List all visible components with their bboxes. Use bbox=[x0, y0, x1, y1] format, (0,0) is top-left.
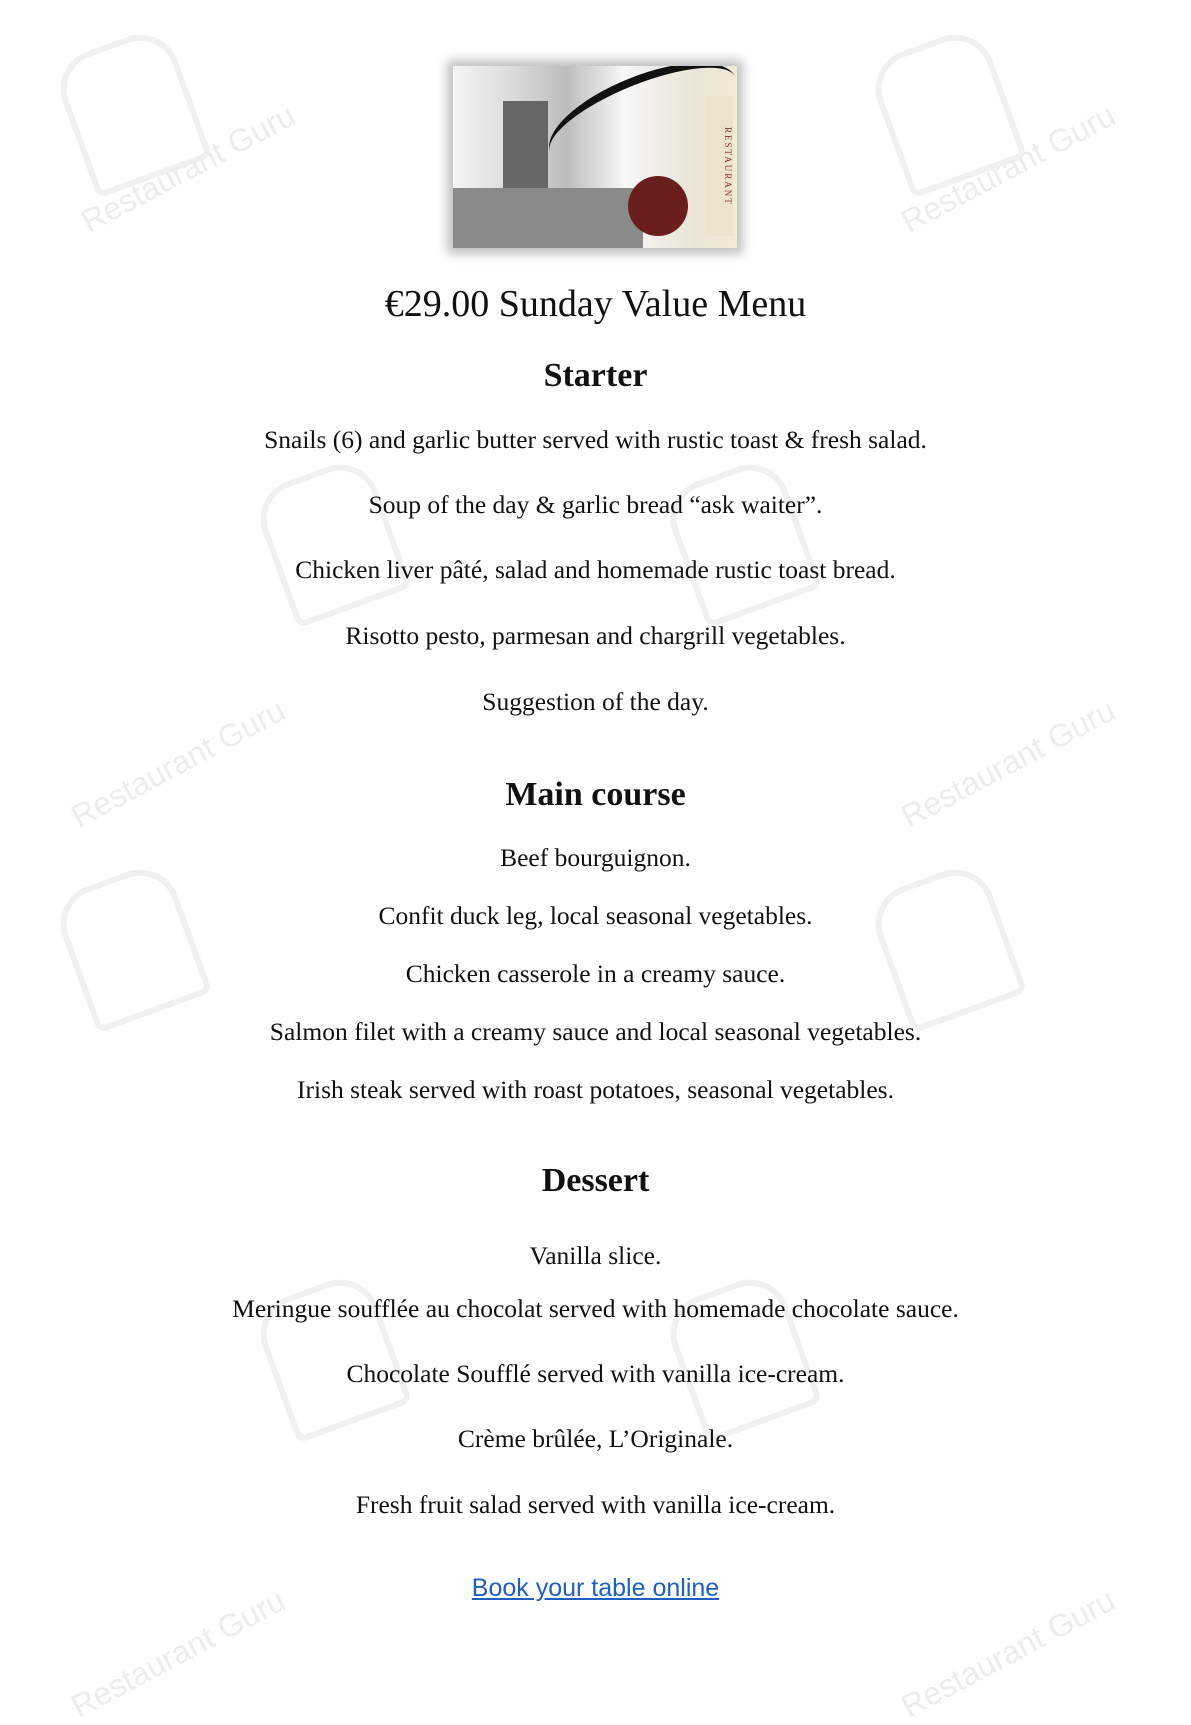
watermark-text: Restaurant Guru bbox=[895, 96, 1121, 240]
menu-title: €29.00 Sunday Value Menu bbox=[384, 283, 807, 325]
watermark-text: Restaurant Guru bbox=[895, 1581, 1121, 1725]
menu-item: Chicken liver pâté, salad and homemade rustic toast bread. bbox=[295, 555, 896, 584]
watermark-icon bbox=[659, 453, 822, 628]
interior-photo bbox=[628, 176, 688, 236]
menu-item: Irish steak served with roast potatoes, seasonal vegetables. bbox=[297, 1075, 894, 1104]
cathedral-drawing bbox=[503, 101, 548, 191]
watermark-text: Restaurant Guru bbox=[65, 1581, 291, 1725]
menu-item: Chocolate Soufflé served with vanilla ice-cream. bbox=[346, 1359, 845, 1388]
section-heading-main-course: Main course bbox=[505, 776, 686, 813]
watermark-icon bbox=[864, 858, 1027, 1033]
menu-item: Salmon filet with a creamy sauce and local seasonal vegetables. bbox=[269, 1017, 922, 1046]
menu-item: Crème brûlée, L’Originale. bbox=[457, 1424, 734, 1453]
book-table-link[interactable]: Book your table online bbox=[471, 1574, 720, 1602]
section-heading-starter: Starter bbox=[543, 357, 648, 394]
menu-item: Chicken casserole in a creamy sauce. bbox=[405, 959, 786, 988]
watermark-text: Restaurant Guru bbox=[75, 96, 301, 240]
section-heading-dessert: Dessert bbox=[541, 1162, 650, 1199]
menu-item: Risotto pesto, parmesan and chargrill vegetables. bbox=[345, 621, 846, 650]
trees-drawing bbox=[453, 188, 643, 248]
menu-item: Fresh fruit salad served with vanilla ice-cream. bbox=[355, 1490, 836, 1519]
menu-item: Confit duck leg, local seasonal vegetables. bbox=[378, 901, 813, 930]
logo-brand-text: RESTAURANT bbox=[705, 96, 733, 236]
menu-item: Meringue soufflée au chocolat served with homemade chocolate sauce. bbox=[232, 1294, 959, 1323]
menu-item: Snails (6) and garlic butter served with rustic toast & fresh salad. bbox=[264, 425, 927, 454]
menu-item: Soup of the day & garlic bread “ask waiter”. bbox=[368, 490, 823, 519]
watermark-text: Restaurant Guru bbox=[65, 691, 291, 835]
watermark-icon bbox=[249, 453, 412, 628]
link-row bbox=[0, 1574, 1191, 1603]
restaurant-logo-image bbox=[453, 66, 737, 248]
watermark-icon bbox=[49, 858, 212, 1033]
menu-item: Suggestion of the day. bbox=[482, 687, 709, 716]
menu-item: Beef bourguignon. bbox=[500, 843, 691, 872]
menu-item: Vanilla slice. bbox=[529, 1241, 662, 1270]
watermark-text: Restaurant Guru bbox=[895, 691, 1121, 835]
